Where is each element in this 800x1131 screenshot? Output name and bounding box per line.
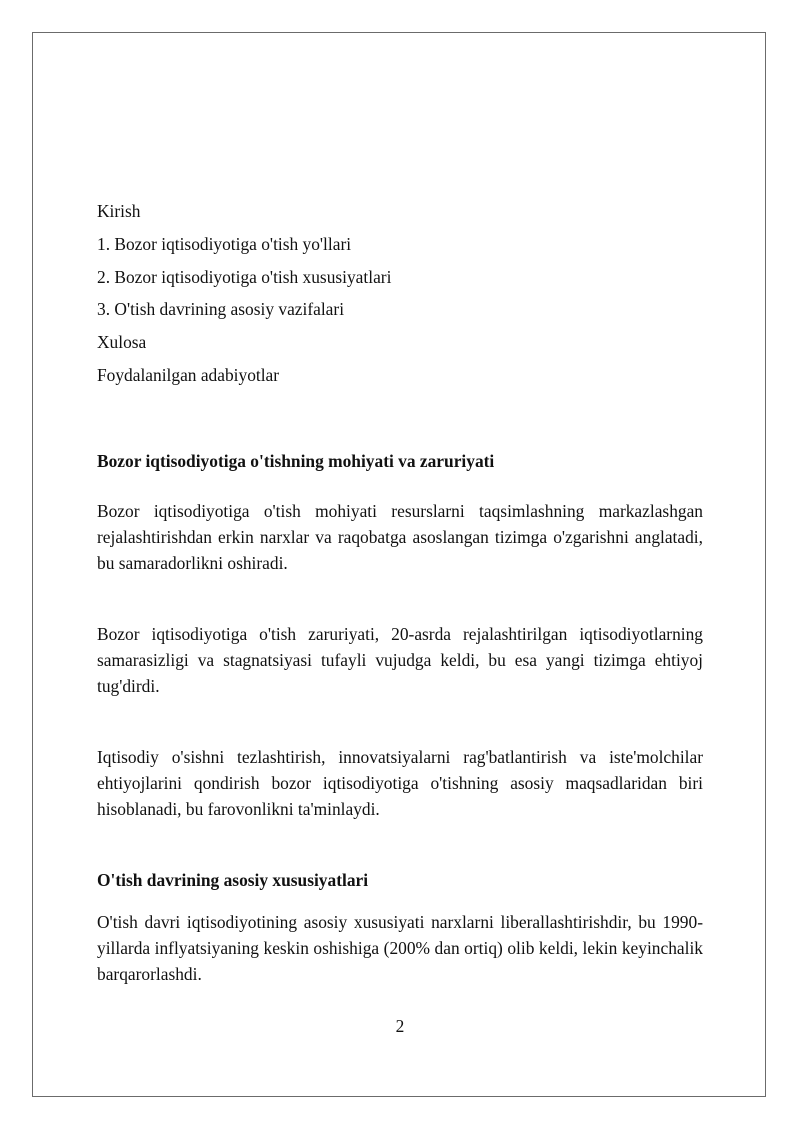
paragraph: Iqtisodiy o'sishni tezlashtirish, innovatsiyalarni rag'batlantirish va iste'molchilar ehtiyojlarini qondirish bozor iqtisodiyotiga o'tishning asosiy maqsadlaridan biri hisoblanadi, bu farovonlikni ta'minlaydi. [97,746,703,819]
toc-item-references: Foydalanilgan adabiyotlar [97,364,280,385]
section-heading: Bozor iqtisodiyotiga o'tishning mohiyati va zaruriyati [97,450,495,471]
toc-item-chapter-3: 3. O'tish davrining asosiy vazifalari [97,299,345,320]
paragraph: Bozor iqtisodiyotiga o'tish zaruriyati, 20-asrda rejalashtirilgan iqtisodiyotlarning samarasizligi va stagnatsiyasi tufayli vujudga keldi, bu esa yangi tizimga ehtiyoj tug'dirdi. [97,623,703,696]
toc-item-chapter-1: 1. Bozor iqtisodiyotiga o'tish yo'llari [97,233,352,254]
page-number: 2 [395,1016,405,1036]
section-heading: O'tish davrining asosiy xususiyatlari [97,869,369,890]
table-of-contents [97,198,703,395]
toc-item-chapter-2: 2. Bozor iqtisodiyotiga o'tish xususiyatlari [97,266,392,287]
page-content [97,198,703,987]
toc-item-conclusion: Xulosa [97,332,147,353]
paragraph: O'tish davri iqtisodiyotining asosiy xususiyati narxlarni liberallashtirishdir, bu 1990-yillarda inflyatsiyaning keskin oshishiga (200% dan ortiq) olib keldi, lekin keyinchalik barqarorlashdi. [97,911,703,984]
paragraph: Bozor iqtisodiyotiga o'tish mohiyati resurslarni taqsimlashning markazlashgan rejalashtirishdan erkin narxlar va raqobatga asoslangan tizimga o'zgarishni anglatadi, bu samaradorlikni oshiradi. [97,500,703,573]
toc-item-introduction: Kirish [97,201,141,221]
